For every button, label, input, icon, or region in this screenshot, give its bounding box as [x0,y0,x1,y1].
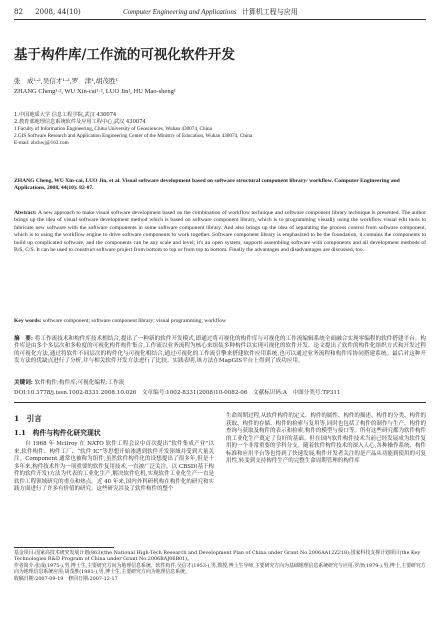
authors-english: ZHANG Cheng¹·², WU Xin-cai¹·², LUO Jin¹, HU Mao-sheng¹ [14,88,176,95]
page-number: 82 [14,8,23,16]
citation-tail: Computer Engineering and Applications, 2008, 44(10): 82-87. [14,178,400,192]
header-rule [14,19,426,20]
affiliations [14,112,426,147]
subsection-heading: 1.1 构件与构件化研究现状 [14,429,101,437]
running-header [14,7,426,17]
abstract-text: A new approach to make visual software development based on the combination of workflow technique and software component library technique is presented. The author brings up the idea of visual software development method which is based on software component library, which is to programming visually using the workflow visual edit tools to fabricate new software with the software components in some software component library. And also brings up the idea of separating the process control from software component, which is to using the workflow engine to drive software components to work together. Software component library is emphasized to be the foundation, it contains the components to build up complicated software, and the components can be any scale and level; it's an open system, supports assembling software with components and all development methods of B/S, C/S. It can be used to construct software project from bottom to top or from top to bottom. Finally the advantages and disadvantages are discussed, too. [14,210,426,254]
abstract-english [14,210,426,254]
footnotes [14,550,426,582]
keywords-english [14,318,426,325]
affiliation-line: 1.Faculty of Information Engineering, China University of Geosciences, Wuhan 430074, China [14,126,212,133]
citation [14,178,426,193]
doi-line: DOI:10.3778/j.issn.1002-8331.2008.10.026 文章编号:1002-8331(2008)10-0082-06 文献标识码:A 中图分类号:TP311 [14,390,341,396]
footnote-rule [14,547,114,548]
volume-info: 2008, 44(10) [35,8,81,16]
affiliation-line: 2.教育部地理信息系统软件及应用工程中心,武汉 430074 [14,119,146,126]
email: E-mail: zhchwj@163.com [14,140,69,147]
affiliation-line: 2.GIS Software Research and Application Engineering Center of the Ministry of Education, Wuhan 430074, China [14,133,253,140]
footnote-dates: 收稿日期:2007-09-19 修回日期:2007-12-17 [14,575,118,582]
abstract-chinese [14,336,426,366]
paper-title: 基于构件库/工作流的可视化软件开发 [14,47,235,63]
keywords-text: software component; software component library; visual programming; workflow [42,318,227,324]
journal-chinese: 计算机工程与应用 [241,8,298,16]
authors-chinese: 张 成¹·²,吴信才¹·²,罗 津¹,胡茂胜¹ [14,77,118,85]
keywords-chinese [14,380,426,387]
abstract-label: Abstract: [14,210,37,216]
footnote-authors: 作者简介:张成(1975-),男,博士生,主要研究方向为地理信息系统、软件构件;吴信才(1953-),男,教授,博士生导师,主要研究方向为基础地理信息系统研究与应用;罗津(1979-),男,博士,主要研究方向为地理信息系统应用;胡茂胜(1981-),男,博士生,主要研究方向为地理信息系统。 [14,562,426,576]
section-heading: 1 引言 [14,414,42,423]
body-right-column: 生命周期过程,从软件构件的定义、构件的属性、构件的描述、构件的分类、构件的获取、构件的存储、构件的检索与复用等,同时也包括了构件的制作与生产、构件的查询与获取及构件的表示和检索,构件的模型与接口等。所有这些研究都为软件构件的工业化生产奠定了良好的基础。但在国内软件构件技术当前已经发展成为软件复用的一个非常重要的学科分支。随着软件构件技术的深入人心,各种操作系统、构件标准和应用平台等也得到了快速发展,构件开发者关注的是产品从功能到使用的可复用性,转变到支持构件生产的完整生命周期管理的构件库 [226,413,426,464]
body-left-column: 自 1968 年 Mcilroy 在 NATO 软件工程会议中首次提出“软件集成产业”以来,软件构件、构件工厂、“软件 IC”等思想开始渗透到软件开发领域并受到大量关注。Component 通常也被称为组件,虽然软件构件化的设想提出了很多年,但是十多年来,构件技术作为一项重要的软件复用技术,一直被广泛关注。以 CBSD(基于构件的软件开发)方法为代表的工业化生产,解决软件危机,实现软件工业化生产一直是软件工程领域研究的重点和热点。近 40 年来,国内外科研机构在构件化的研究和实践方面进行了许多有价值的研究。这些研究涉及了软件构件的整个 [14,441,214,492]
affiliation-line: 1.中国地质大学 信息工程学院,武汉 430074 [14,112,117,118]
journal-english: Computer Engineering and Applications [122,8,237,16]
keywords-cn-label: 关键词: [14,380,33,386]
abstract-cn-label: 摘 要: [14,336,33,342]
citation-bold: ZHANG Cheng, WU Xin-cai, LUO Jin, et al. Visual software development based on software structural component library/ workflow. [14,178,333,184]
footnote-funding: 基金项目:国家高技术研究发展计划(863)(the National High-Tech Research and Development Plan of China under Grant No.2006AA12Z218);国家科技支撑计划项目(the Key Technologies R&D Program of China under Grant No.2006BAJ06B01)。 [14,550,421,563]
keywords-label: Key words: [14,318,42,324]
keywords-cn-text: 软件构件;构件库;可视化编程;工作流 [34,380,125,386]
abstract-cn-text: 将工作流技术和构件库技术相结合,提出了一种新的软件开发模式,即通过将可视化的构件库与可视化的工作流编辑系统全面融合实现零编程的软件搭建平台。构件库是由多个多层次和多粒度的可视化构件构件集合,工作流以业务流程为核心来组装多种构件以实现可视化的软件开发。论文提出了软件的构件化组织方式和开发过程的可视化方法,通过将软件不同层次的构件化与可视化相结合,通过可视化的工作流引擎来搭建软件应用系统,也可以通过业务流程和构件库协同搭建系统。最后对这种开发方法的优缺点进行了分析,并与相关软件开发方法进行了比较。实践表明,该方法在MapGIS平台上得到了成功应用。 [14,336,426,365]
abstract-rule [14,402,426,403]
